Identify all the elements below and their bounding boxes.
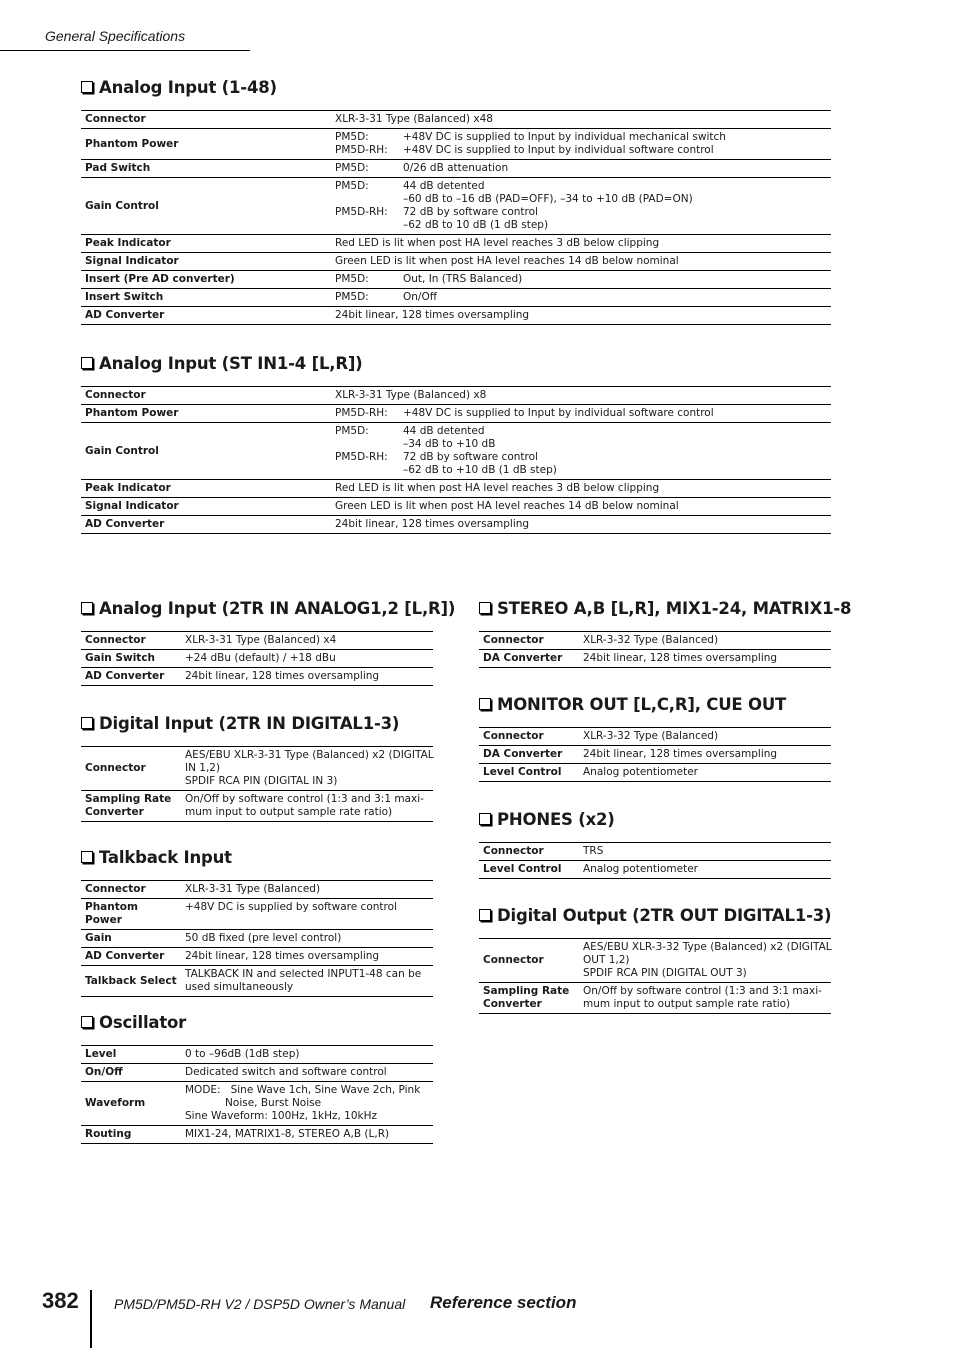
spec-label: Phantom Power	[85, 407, 179, 419]
spec-value	[331, 423, 831, 479]
spec-row	[81, 271, 831, 289]
spec-label: Gain Control	[85, 444, 159, 457]
spec-label: Level	[85, 1048, 117, 1060]
spec-value	[181, 948, 433, 965]
spec-value	[181, 1046, 433, 1063]
section-title-text: Talkback Input	[99, 848, 232, 867]
spec-value-text: Green LED is lit when post HA level reaches 14 dB below nominal	[335, 255, 679, 267]
spec-value-text: +24 dBu (default) / +18 dBu	[185, 652, 336, 664]
spec-value-text: 24bit linear, 128 times oversampling	[583, 652, 778, 664]
spec-label-line: Sampling Rate	[483, 985, 570, 997]
spec-value-line: used simultaneously	[185, 981, 294, 993]
spec-row	[81, 498, 831, 516]
spec-label: Peak Indicator	[85, 237, 171, 249]
spec-value-line: SPDIF RCA PIN (DIGITAL OUT 3)	[583, 967, 747, 979]
spec-value	[331, 516, 831, 533]
spec-label: AD Converter	[85, 309, 165, 321]
spec-row	[81, 423, 831, 480]
model-value-line: –34 dB to +10 dB	[403, 438, 496, 450]
spec-value	[181, 632, 433, 649]
checkbox-bullet-icon	[479, 698, 491, 710]
spec-value-line: mum input to output sample rate ratio)	[583, 998, 791, 1010]
spec-value	[331, 178, 831, 234]
spec-row	[479, 939, 831, 983]
model-value-line: –62 dB to +10 dB (1 dB step)	[403, 464, 557, 476]
section-title	[81, 846, 433, 880]
spec-row	[479, 861, 831, 879]
spec-value-text: XLR-3-31 Type (Balanced) x8	[335, 389, 487, 401]
spec-label-lines	[483, 985, 569, 1011]
section-stereo-out	[479, 597, 852, 668]
spec-label: Peak Indicator	[85, 482, 171, 494]
spec-value	[331, 289, 831, 306]
checkbox-bullet-icon	[81, 357, 93, 369]
running-header	[0, 26, 250, 51]
spec-value-text: XLR-3-31 Type (Balanced)	[185, 883, 321, 895]
spec-value-line: mum input to output sample rate ratio)	[185, 806, 393, 818]
model-value-line: –62 dB to 10 dB (1 dB step)	[403, 219, 549, 231]
spec-label: Connector	[85, 634, 146, 646]
spec-row	[479, 650, 831, 668]
spec-value	[181, 881, 433, 898]
model-value-line: –60 dB to –16 dB (PAD=OFF), –34 to +10 dB (PAD=ON)	[403, 193, 693, 205]
spec-label: Level Control	[483, 766, 562, 778]
spec-label: Level Control	[483, 863, 562, 875]
section-title	[81, 712, 433, 746]
section-title-text: Analog Input (1-48)	[99, 78, 277, 97]
spec-label: Phantom Power	[85, 901, 138, 926]
spec-value	[331, 405, 831, 422]
spec-value	[181, 650, 433, 667]
section-title-text: Analog Input (2TR IN ANALOG1,2 [L,R])	[99, 599, 456, 618]
spec-value	[579, 843, 831, 860]
spec-value-text: Red LED is lit when post HA level reaches 3 dB below clipping	[335, 482, 660, 494]
spec-value	[331, 498, 831, 515]
spec-value-text: Analog potentiometer	[583, 766, 698, 778]
section-title-text: MONITOR OUT [L,C,R], CUE OUT	[497, 695, 787, 714]
section-analog-input-1-48	[81, 76, 831, 325]
spec-row	[81, 966, 433, 997]
spec-table	[81, 631, 433, 686]
spec-label-lines	[85, 793, 171, 819]
spec-value	[579, 728, 831, 745]
spec-value	[579, 632, 831, 649]
spec-table	[81, 1045, 433, 1144]
spec-label: Connector	[85, 113, 146, 125]
checkbox-bullet-icon	[81, 81, 93, 93]
spec-row	[81, 632, 433, 650]
spec-label-line: Converter	[85, 806, 144, 818]
spec-value-text: Dedicated switch and software control	[185, 1066, 387, 1078]
spec-value	[579, 983, 831, 1013]
spec-row	[81, 516, 831, 534]
spec-label: Connector	[483, 954, 544, 966]
checkbox-bullet-icon	[81, 1016, 93, 1028]
spec-row	[81, 881, 433, 899]
spec-value-text: 50 dB fixed (pre level control)	[185, 932, 342, 944]
model-value-line: 44 dB detented	[403, 180, 485, 192]
section-title	[81, 597, 456, 631]
spec-value-line: On/Off by software control (1:3 and 3:1 maxi-	[185, 793, 424, 805]
section-title	[81, 76, 831, 110]
spec-label: Waveform	[85, 1097, 146, 1109]
spec-value-line: AES/EBU XLR-3-31 Type (Balanced) x2 (DIGITAL	[185, 749, 434, 761]
spec-value-line: MODE: Sine Wave 1ch, Sine Wave 2ch, Pink	[185, 1084, 421, 1096]
spec-row	[81, 899, 433, 930]
spec-row	[81, 235, 831, 253]
model-value: +48V DC is supplied to Input by individual software control	[403, 144, 714, 156]
section-title-text: Oscillator	[99, 1013, 187, 1032]
model-name: PM5D-RH:	[335, 407, 388, 419]
spec-value-line: IN 1,2)	[185, 762, 221, 774]
spec-value	[181, 899, 433, 929]
model-spec	[335, 131, 827, 144]
model-name: PM5D-RH:	[335, 144, 388, 156]
spec-value	[331, 235, 831, 252]
section-analog-input-2tr	[81, 597, 456, 686]
spec-table	[81, 746, 433, 822]
spec-value	[331, 480, 831, 497]
section-phones	[479, 808, 831, 879]
model-name: PM5D:	[335, 180, 369, 192]
section-title	[81, 352, 831, 386]
section-talkback-input	[81, 846, 433, 997]
checkbox-bullet-icon	[81, 851, 93, 863]
model-spec	[335, 407, 827, 420]
spec-label: Signal Indicator	[85, 500, 179, 512]
spec-value-text: 24bit linear, 128 times oversampling	[185, 670, 380, 682]
section-monitor-out	[479, 693, 831, 782]
spec-row	[81, 387, 831, 405]
spec-value-text: MIX1-24, MATRIX1-8, STEREO A,B (L,R)	[185, 1128, 390, 1140]
spec-table	[479, 631, 831, 668]
checkbox-bullet-icon	[81, 717, 93, 729]
spec-value-text: Red LED is lit when post HA level reaches 3 dB below clipping	[335, 237, 660, 249]
checkbox-bullet-icon	[479, 813, 491, 825]
spec-label: Phantom Power	[85, 137, 179, 150]
spec-value	[331, 271, 831, 288]
manual-title: PM5D/PM5D-RH V2 / DSP5D Owner’s Manual	[114, 1296, 406, 1312]
spec-row	[81, 1064, 433, 1082]
model-value-line: 72 dB by software control	[403, 206, 538, 218]
spec-row	[81, 747, 433, 791]
model-name: PM5D:	[335, 273, 369, 285]
spec-value-line: Noise, Burst Noise	[185, 1097, 322, 1109]
spec-row	[81, 178, 831, 235]
spec-row	[81, 160, 831, 178]
spec-row	[479, 983, 831, 1014]
model-spec	[335, 144, 827, 157]
spec-table	[479, 842, 831, 879]
spec-value-text: TRS	[583, 845, 604, 857]
spec-value-line: TALKBACK IN and selected INPUT1-48 can be	[185, 968, 422, 980]
spec-row	[81, 1126, 433, 1144]
spec-value-line: AES/EBU XLR-3-32 Type (Balanced) x2 (DIGITAL	[583, 941, 832, 953]
spec-row	[81, 480, 831, 498]
footer-divider	[90, 1290, 92, 1348]
model-value: On/Off	[403, 291, 437, 303]
spec-value	[331, 160, 831, 177]
spec-value	[181, 791, 433, 821]
spec-value-text: 0 to –96dB (1dB step)	[185, 1048, 300, 1060]
model-spec	[335, 162, 827, 175]
section-name: Reference section	[430, 1293, 577, 1312]
spec-row	[81, 129, 831, 160]
spec-label: Gain	[85, 932, 112, 944]
model-value: +48V DC is supplied to Input by individual software control	[403, 407, 714, 419]
spec-value-text: XLR-3-32 Type (Balanced)	[583, 730, 719, 742]
spec-value-text: XLR-3-31 Type (Balanced) x48	[335, 113, 493, 125]
spec-value-line: Sine Waveform: 100Hz, 1kHz, 10kHz	[185, 1110, 378, 1122]
spec-value-text: XLR-3-32 Type (Balanced)	[583, 634, 719, 646]
header-title: General Specifications	[45, 28, 186, 44]
section-analog-input-st	[81, 352, 831, 534]
spec-table	[479, 727, 831, 782]
spec-row	[81, 930, 433, 948]
spec-row	[81, 111, 831, 129]
spec-row	[81, 948, 433, 966]
spec-value-line: OUT 1,2)	[583, 954, 630, 966]
spec-label: Connector	[85, 883, 146, 895]
spec-value-text: Analog potentiometer	[583, 863, 698, 875]
spec-value	[181, 747, 438, 790]
spec-value	[181, 966, 433, 996]
model-spec	[335, 273, 827, 286]
model-name: PM5D:	[335, 291, 369, 303]
spec-row	[479, 843, 831, 861]
spec-label: Gain Control	[85, 199, 159, 212]
spec-value	[579, 939, 836, 982]
spec-row	[81, 668, 433, 686]
model-value	[403, 425, 827, 451]
section-title-text: PHONES (x2)	[497, 810, 615, 829]
spec-label: Routing	[85, 1128, 132, 1140]
spec-label-line: Sampling Rate	[85, 793, 172, 805]
model-spec	[335, 180, 827, 206]
spec-value	[181, 1082, 433, 1125]
spec-label: On/Off	[85, 1066, 123, 1078]
spec-label: AD Converter	[85, 950, 165, 962]
spec-label: Connector	[85, 762, 146, 774]
spec-value	[579, 861, 831, 878]
model-name: PM5D-RH:	[335, 206, 388, 218]
model-value	[403, 180, 827, 206]
spec-value	[331, 129, 831, 159]
spec-label: Insert (Pre AD converter)	[85, 273, 235, 285]
spec-value	[579, 746, 831, 763]
spec-row	[479, 746, 831, 764]
spec-row	[81, 1046, 433, 1064]
model-value	[403, 206, 827, 232]
section-digital-input	[81, 712, 433, 822]
section-oscillator	[81, 1011, 433, 1144]
spec-value-text: XLR-3-31 Type (Balanced) x4	[185, 634, 337, 646]
spec-label: Signal Indicator	[85, 255, 179, 267]
spec-row	[81, 253, 831, 271]
section-title-text: Digital Output (2TR OUT DIGITAL1-3)	[497, 906, 832, 925]
model-value-line: 72 dB by software control	[403, 451, 538, 463]
checkbox-bullet-icon	[479, 909, 491, 921]
model-name: PM5D:	[335, 162, 369, 174]
model-spec	[335, 451, 827, 477]
section-title	[81, 1011, 433, 1045]
spec-value-line: SPDIF RCA PIN (DIGITAL IN 3)	[185, 775, 338, 787]
spec-value	[331, 387, 831, 404]
spec-label: Connector	[483, 845, 544, 857]
spec-value	[331, 111, 831, 128]
page-number: 382	[42, 1288, 79, 1313]
spec-table	[81, 110, 831, 325]
model-value	[403, 451, 827, 477]
section-title-text: Analog Input (ST IN1-4 [L,R])	[99, 354, 363, 373]
spec-row	[81, 289, 831, 307]
spec-row	[479, 728, 831, 746]
spec-value-text: 24bit linear, 128 times oversampling	[583, 748, 778, 760]
spec-value-line: On/Off by software control (1:3 and 3:1 maxi-	[583, 985, 822, 997]
model-spec	[335, 425, 827, 451]
spec-label	[81, 791, 181, 821]
spec-row	[479, 764, 831, 782]
spec-table	[479, 938, 831, 1014]
model-spec	[335, 206, 827, 232]
checkbox-bullet-icon	[81, 602, 93, 614]
section-title	[479, 597, 852, 631]
spec-label: Connector	[85, 389, 146, 401]
spec-row	[81, 405, 831, 423]
model-spec	[335, 291, 827, 304]
model-value-line: 44 dB detented	[403, 425, 485, 437]
section-title	[479, 693, 831, 727]
section-title-text: STEREO A,B [L,R], MIX1-24, MATRIX1-8	[497, 599, 852, 618]
spec-row	[479, 632, 831, 650]
spec-label: Pad Switch	[85, 162, 151, 174]
spec-value-text: +48V DC is supplied by software control	[185, 901, 397, 913]
spec-label: DA Converter	[483, 748, 563, 760]
spec-value	[331, 253, 831, 270]
spec-label-line: Converter	[483, 998, 542, 1010]
spec-value	[181, 1064, 433, 1081]
model-value: Out, In (TRS Balanced)	[403, 273, 523, 285]
spec-value-text: Green LED is lit when post HA level reaches 14 dB below nominal	[335, 500, 679, 512]
spec-label	[479, 983, 579, 1013]
spec-table	[81, 880, 433, 997]
model-name: PM5D:	[335, 131, 369, 143]
checkbox-bullet-icon	[479, 602, 491, 614]
model-value: 0/26 dB attenuation	[403, 162, 509, 174]
section-title-text: Digital Input (2TR IN DIGITAL1-3)	[99, 714, 400, 733]
spec-value-text: 24bit linear, 128 times oversampling	[185, 950, 380, 962]
spec-value	[331, 307, 831, 324]
spec-value	[579, 764, 831, 781]
spec-value	[579, 650, 831, 667]
spec-label: AD Converter	[85, 670, 165, 682]
spec-label: Insert Switch	[85, 291, 164, 303]
spec-label: Connector	[483, 730, 544, 742]
spec-label: Gain Switch	[85, 652, 156, 664]
model-name: PM5D-RH:	[335, 451, 388, 463]
section-digital-output	[479, 904, 831, 1014]
spec-label: Connector	[483, 634, 544, 646]
spec-value	[181, 668, 433, 685]
spec-table	[81, 386, 831, 534]
spec-value	[181, 1126, 433, 1143]
spec-value-text: 24bit linear, 128 times oversampling	[335, 518, 530, 530]
model-name: PM5D:	[335, 425, 369, 437]
spec-row	[81, 650, 433, 668]
spec-label: AD Converter	[85, 518, 165, 530]
model-value: +48V DC is supplied to Input by individual mechanical switch	[403, 131, 726, 143]
section-title	[479, 808, 831, 842]
spec-row	[81, 1082, 433, 1126]
spec-row	[81, 307, 831, 325]
section-title	[479, 904, 831, 938]
spec-value	[181, 930, 433, 947]
spec-row	[81, 791, 433, 822]
spec-label: DA Converter	[483, 652, 563, 664]
spec-value-text: 24bit linear, 128 times oversampling	[335, 309, 530, 321]
spec-label: Talkback Select	[85, 974, 177, 987]
